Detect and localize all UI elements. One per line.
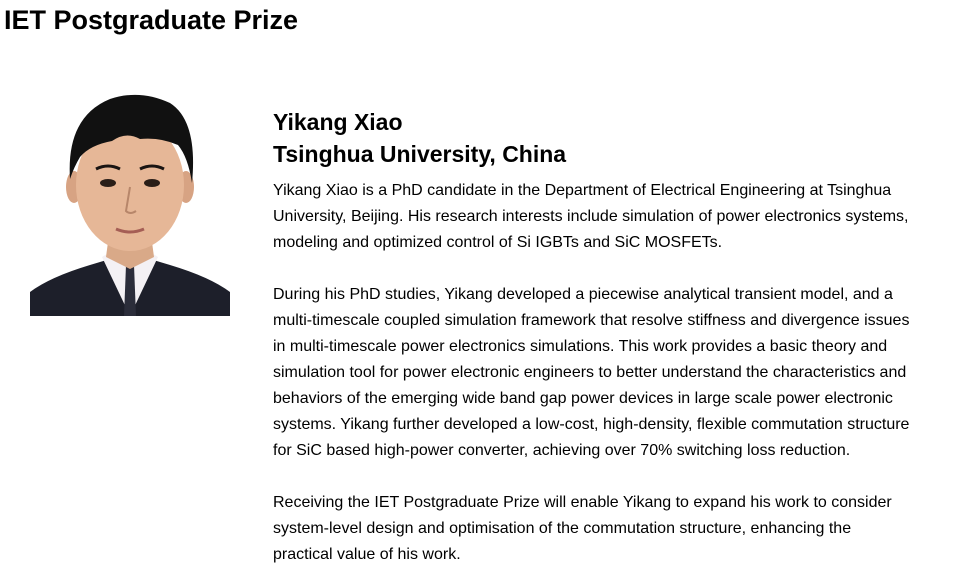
bio-line: system-level design and optimisation of the commutation structure, enhancing the [273,520,852,537]
bio-paragraph [273,178,957,256]
bio-line: During his PhD studies, Yikang developed a piecewise analytical transient model, and a [273,286,893,303]
person-name: Yikang Xiao [273,109,403,135]
bio-paragraph [273,282,957,464]
bio-line: for SiC based high-power converter, achieving over 70% switching loss reduction. [273,442,851,459]
bio-line: Receiving the IET Postgraduate Prize will enable Yikang to expand his work to consider [273,494,892,511]
bio-line: behaviors of the emerging wide band gap power devices in large scale power electronic [273,390,893,407]
bio-line: University, Beijing. His research interests include simulation of power electronics systems, [273,208,909,225]
page-title: IET Postgraduate Prize [4,5,299,35]
bio-line: in multi-timescale power electronics simulations. This work provides a basic theory and [273,338,888,355]
person-affiliation: Tsinghua University, China [273,141,567,167]
bio-paragraph [273,490,957,568]
bio-line: Yikang Xiao is a PhD candidate in the Department of Electrical Engineering at Tsinghua [273,182,892,199]
portrait-photo [30,87,230,316]
bio-line: practical value of his work. [273,546,461,563]
bio-line: multi-timescale coupled simulation framework that resolve stiffness and divergence issues [273,312,910,329]
bio [273,178,957,568]
bio-line: systems. Yikang further developed a low-cost, high-density, flexible commutation structure [273,416,910,433]
bio-line: modeling and optimized control of Si IGBTs and SiC MOSFETs. [273,234,723,251]
profile-content [273,106,957,573]
bio-line: simulation tool for power electronic engineers to better understand the characteristics and [273,364,907,381]
